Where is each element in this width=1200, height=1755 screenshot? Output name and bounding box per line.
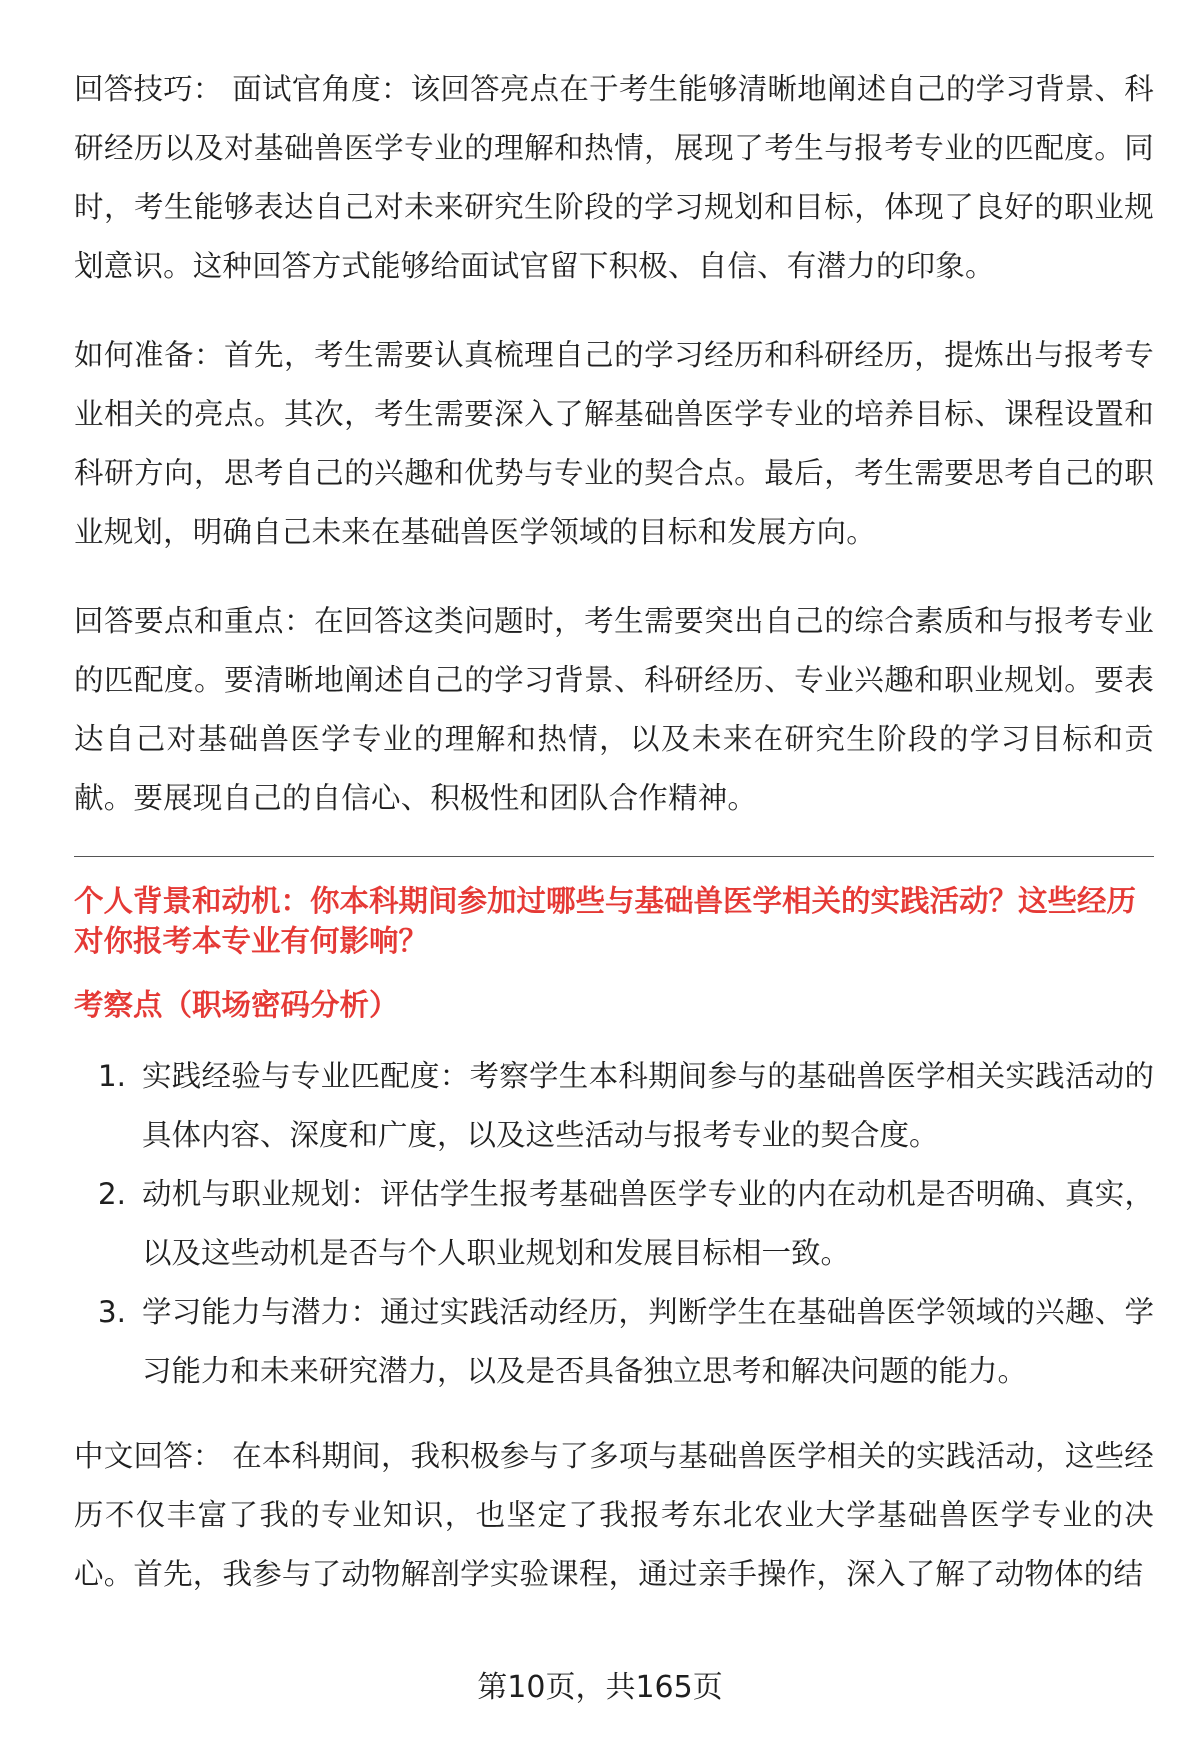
list-item xyxy=(74,1165,1154,1283)
paragraph-answer-tips: 回答技巧： 面试官角度：该回答亮点在于考生能够清晰地阐述自己的学习背景、科研经历以及对基础兽医学专业的理解和热情，展现了考生与报考专业的匹配度。同时，考生能够表达自己对未来研究生阶段的学习规划和目标，体现了良好的职业规划意识。这种回答方式能够给面试官留下积极、自信、有潜力的印象。 xyxy=(74,72,1154,283)
document-page xyxy=(74,60,1154,1634)
list-item-text: 动机与职业规划：评估学生报考基础兽医学专业的内在动机是否明确、真实，以及这些动机是否与个人职业规划和发展目标相一致。 xyxy=(142,1177,1154,1270)
list-item-number: 1. xyxy=(97,1059,126,1093)
paragraph-key-points: 回答要点和重点：在回答这类问题时，考生需要突出自己的综合素质和与报考专业的匹配度。要清晰地阐述自己的学习背景、科研经历、专业兴趣和职业规划。要表达自己对基础兽医学专业的理解和热情，以及未来在研究生阶段的学习目标和贡献。要展现自己的自信心、积极性和团队合作精神。 xyxy=(74,604,1154,815)
page-number: 第10页，共165页 xyxy=(477,1670,723,1705)
exam-points-list xyxy=(74,1047,1154,1401)
list-item xyxy=(74,1047,1154,1165)
list-item-text: 学习能力与潜力：通过实践活动经历，判断学生在基础兽医学领域的兴趣、学习能力和未来研究潜力，以及是否具备独立思考和解决问题的能力。 xyxy=(142,1295,1154,1388)
list-item-text: 实践经验与专业匹配度：考察学生本科期间参与的基础兽医学相关实践活动的具体内容、深度和广度，以及这些活动与报考专业的契合度。 xyxy=(142,1059,1154,1152)
section-divider xyxy=(74,856,1154,857)
list-item-number: 2. xyxy=(97,1177,126,1211)
question-heading: 个人背景和动机：你本科期间参加过哪些与基础兽医学相关的实践活动？这些经历对你报考本专业有何影响？ xyxy=(74,884,1137,958)
list-item-number: 3. xyxy=(97,1295,126,1329)
paragraph-chinese-answer: 中文回答： 在本科期间，我积极参与了多项与基础兽医学相关的实践活动，这些经历不仅丰富了我的专业知识，也坚定了我报考东北农业大学基础兽医学专业的决心。首先，我参与了动物解剖学实验课程，通过亲手操作，深入了解了动物体的结 xyxy=(74,1439,1154,1591)
list-item xyxy=(74,1283,1154,1401)
paragraph-how-to-prepare: 如何准备：首先，考生需要认真梳理自己的学习经历和科研经历，提炼出与报考专业相关的亮点。其次，考生需要深入了解基础兽医学专业的培养目标、课程设置和科研方向，思考自己的兴趣和优势与专业的契合点。最后，考生需要思考自己的职业规划，明确自己未来在基础兽医学领域的目标和发展方向。 xyxy=(74,338,1154,549)
exam-points-heading: 考察点（职场密码分析） xyxy=(74,988,399,1022)
